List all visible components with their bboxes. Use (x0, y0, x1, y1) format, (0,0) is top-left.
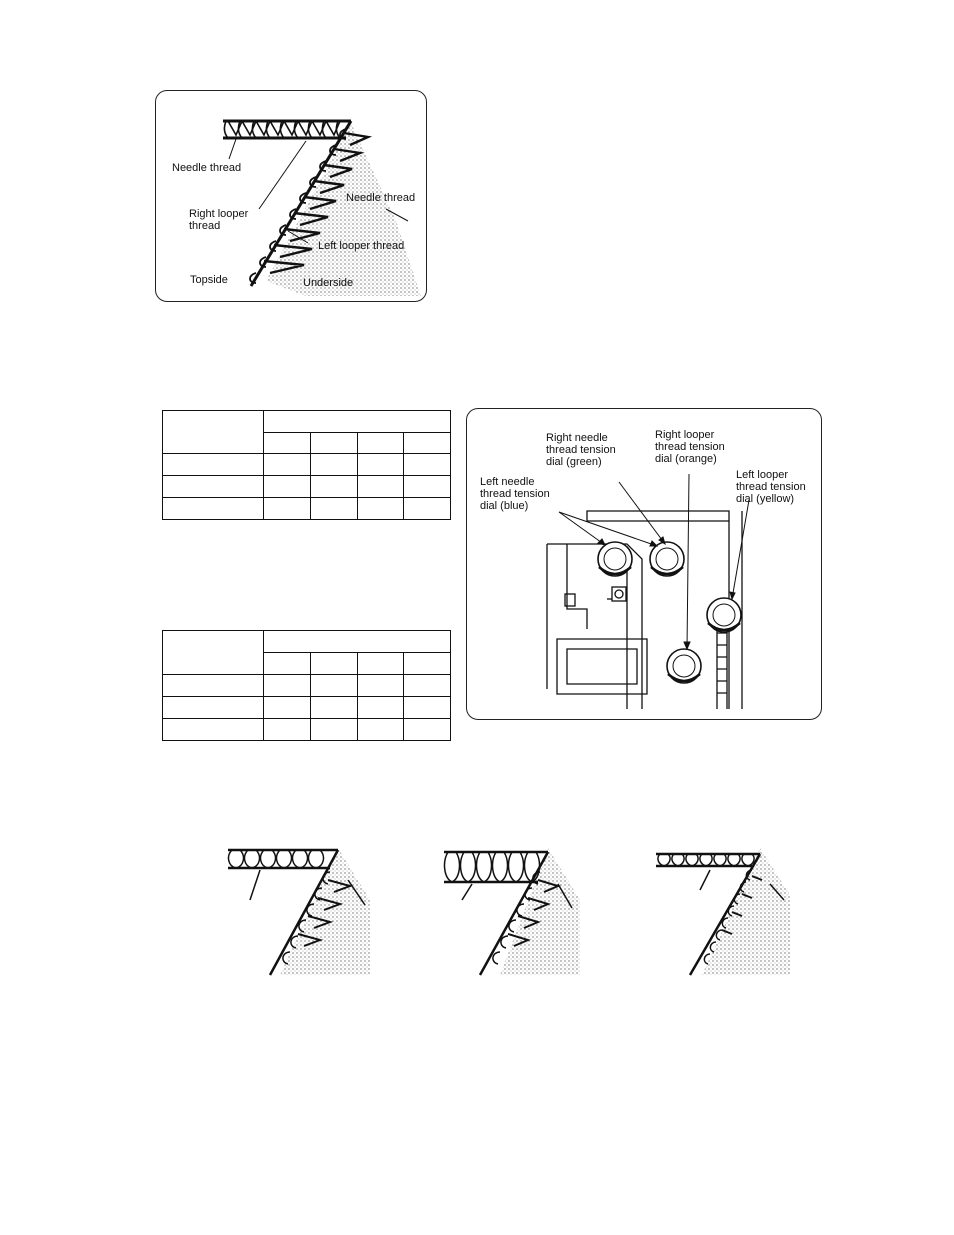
table-cell (310, 653, 357, 675)
right-looper-thread-label: Right looper thread (189, 208, 249, 232)
topside-label: Topside (190, 274, 228, 286)
needle-thread-label-left: Needle thread (172, 162, 242, 174)
tension-table-1 (162, 410, 451, 520)
table-row (163, 498, 451, 520)
right-needle-dial-label: Right needle thread tension dial (green) (546, 432, 616, 468)
left-needle-dial-label: Left needle thread tension dial (blue) (480, 476, 550, 512)
table-row (163, 719, 451, 741)
table-row (163, 675, 451, 697)
tension-table-2 (162, 630, 451, 741)
table-header-cell (163, 411, 264, 454)
table-cell (357, 653, 404, 675)
table-header-cell (264, 631, 451, 653)
left-looper-dial-label: Left looper thread tension dial (yellow) (736, 469, 806, 505)
table-cell (404, 653, 451, 675)
stitch-diagram-panel (155, 90, 427, 302)
table-header-cell (163, 631, 264, 675)
underside-label: Underside (303, 277, 354, 289)
table-cell (404, 433, 451, 454)
stitch-example-3 (652, 840, 792, 980)
stitch-example-1 (220, 840, 380, 980)
table-row (163, 476, 451, 498)
stitch-example-2 (440, 840, 590, 980)
table-row (163, 454, 451, 476)
right-looper-dial-label: Right looper thread tension dial (orange) (655, 429, 725, 465)
tension-dials-panel (466, 408, 822, 720)
serger-dials-illustration (467, 409, 821, 719)
table-cell (264, 653, 311, 675)
table-cell (357, 433, 404, 454)
table-row (163, 697, 451, 719)
table-cell (310, 433, 357, 454)
table-cell (264, 433, 311, 454)
table-header-cell (264, 411, 451, 433)
needle-thread-label-right: Needle thread (346, 192, 416, 204)
left-looper-thread-label: Left looper thread (318, 240, 405, 252)
